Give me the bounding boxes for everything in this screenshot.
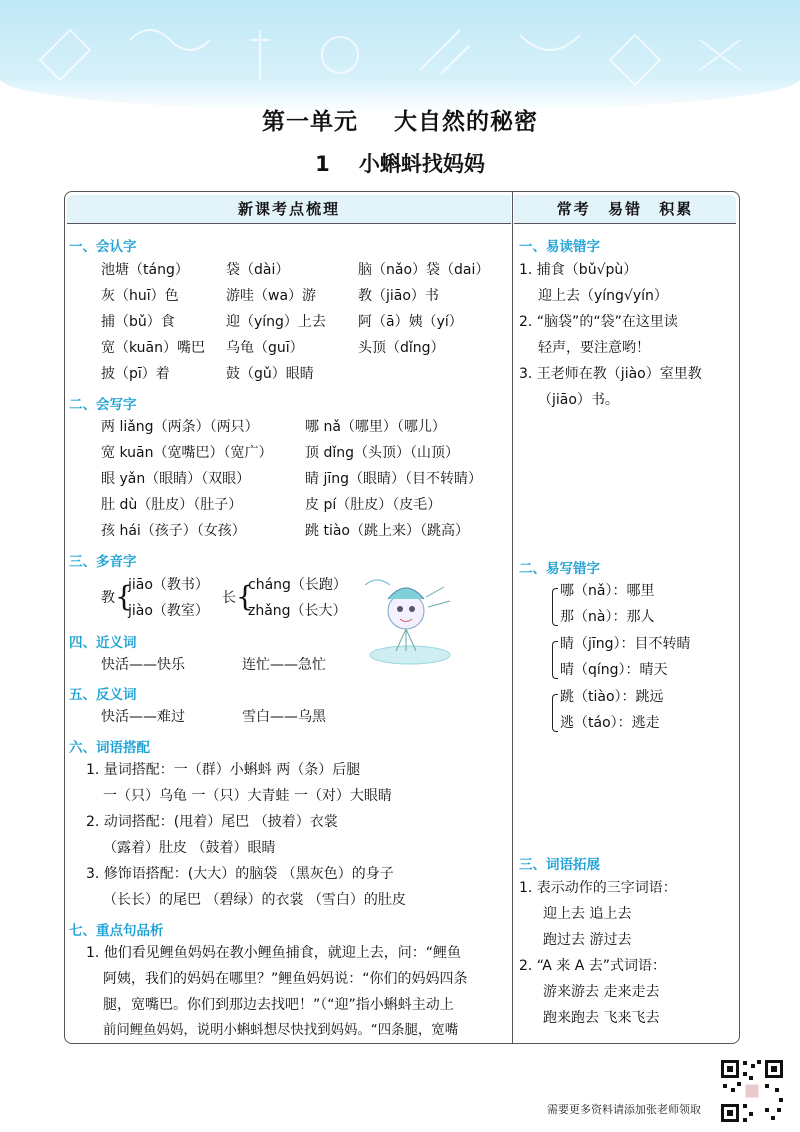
word-item: 游哇（wa）游 bbox=[226, 288, 317, 304]
expand-line: 迎上去 追上去 bbox=[543, 906, 632, 922]
qr-code[interactable] bbox=[719, 1058, 785, 1124]
phrase-line: 2. 动词搭配：(甩着）尾巴 （披着）衣裳 bbox=[86, 814, 338, 830]
expand-line: 2. “A 来 A 去”式词语： bbox=[519, 958, 667, 974]
word-item: 鼓（gǔ）眼睛 bbox=[226, 366, 314, 382]
expand-line: 跑过去 游过去 bbox=[543, 932, 632, 948]
write-item: 顶 dǐng（头顶）（山顶） bbox=[305, 445, 459, 461]
write-item: 跳 tiào（跳上来）（跳高） bbox=[305, 523, 469, 539]
note-line: 迎上去（yíng√yín） bbox=[538, 288, 668, 304]
polyphone-reading: zhǎng（长大） bbox=[248, 603, 347, 619]
word-item: 教（jiāo）书 bbox=[358, 288, 439, 304]
unit-title: 第一单元 大自然的秘密 bbox=[261, 109, 539, 135]
note-line: 轻声，要注意哟！ bbox=[538, 340, 650, 356]
polyphone-char: 教 bbox=[101, 590, 115, 606]
section-title: 三、多音字 bbox=[69, 554, 137, 570]
antonym-pair: 快活——难过 bbox=[101, 709, 185, 725]
banner-doodle bbox=[0, 0, 800, 112]
phrase-line: 一（只）乌龟 一（只）大青蛙 一（对）大眼睛 bbox=[103, 788, 392, 804]
section-title: 二、易写错字 bbox=[519, 561, 600, 577]
word-item: 捕（bǔ）食 bbox=[101, 314, 175, 330]
section-title: 一、会认字 bbox=[69, 239, 137, 255]
expand-line: 跑来跑去 飞来飞去 bbox=[543, 1010, 660, 1026]
char-pair-item: 睛（jīng）：目不转睛 bbox=[560, 636, 691, 652]
sentence-line: 1. 他们看见鲤鱼妈妈在教小鲤鱼捕食，就迎上去，问：“鲤鱼 bbox=[86, 945, 462, 961]
section-title: 二、会写字 bbox=[69, 397, 137, 413]
polyphone-reading: jiào（教室） bbox=[128, 603, 209, 619]
polyphone-reading: cháng（长跑） bbox=[248, 577, 347, 593]
top-banner bbox=[0, 0, 800, 112]
section-title: 六、词语搭配 bbox=[69, 740, 150, 756]
section-title: 七、重点句品析 bbox=[69, 923, 164, 939]
phrase-line: 3. 修饰语搭配：(大大）的脑袋 （黑灰色）的身子 bbox=[86, 866, 394, 882]
word-item: 宽（kuān）嘴巴 bbox=[101, 340, 206, 356]
brace bbox=[552, 588, 558, 626]
char-pair-item: 那（nà）：那人 bbox=[560, 609, 655, 625]
phrase-line: （长长）的尾巴 （碧绿）的衣裳 （雪白）的肚皮 bbox=[103, 892, 406, 908]
note-line: 3. 王老师在教（jiào）室里教 bbox=[519, 366, 702, 382]
char-pair-item: 跳（tiào）：跳远 bbox=[560, 689, 664, 705]
cartoon-mascot-illustration bbox=[360, 567, 460, 667]
synonym-pair: 快活——快乐 bbox=[101, 657, 185, 673]
polyphone-char: 长 bbox=[222, 590, 236, 606]
note-line: 2. “脑袋”的“袋”在这里读 bbox=[519, 314, 678, 330]
word-item: 阿（ā）姨（yí） bbox=[358, 314, 463, 330]
write-item: 皮 pí（肚皮）（皮毛） bbox=[305, 497, 442, 513]
note-line: 1. 捕食（bǔ√pù） bbox=[519, 262, 638, 278]
write-item: 睛 jīng（眼睛）（目不转睛） bbox=[305, 471, 482, 487]
sentence-line: 腿，宽嘴巴。你们到那边去找吧！”（“迎”指小蝌蚪主动上 bbox=[103, 997, 454, 1013]
write-item: 宽 kuān（宽嘴巴）（宽广） bbox=[101, 445, 273, 461]
right-column-heading: 常考 易错 积累 bbox=[514, 195, 736, 224]
column-divider bbox=[512, 192, 513, 1043]
section-title: 五、反义词 bbox=[69, 687, 137, 703]
expand-line: 1. 表示动作的三字词语： bbox=[519, 880, 677, 896]
polyphone-reading: jiāo（教书） bbox=[128, 577, 209, 593]
brace: { bbox=[115, 580, 133, 613]
phrase-line: （露着）肚皮 （鼓着）眼睛 bbox=[103, 840, 276, 856]
word-item: 池塘（táng） bbox=[101, 262, 189, 278]
char-pair-item: 哪（nǎ）：哪里 bbox=[560, 583, 655, 599]
word-item: 披（pī）着 bbox=[101, 366, 170, 382]
footer-note: 需要更多资料请添加张老师领取 bbox=[547, 1103, 701, 1116]
section-title: 三、词语拓展 bbox=[519, 857, 600, 873]
word-item: 袋（dài） bbox=[226, 262, 290, 278]
word-item: 乌龟（guī） bbox=[226, 340, 304, 356]
brace: { bbox=[236, 580, 254, 613]
left-column-heading: 新课考点梳理 bbox=[67, 195, 511, 224]
sentence-line: 前问鲤鱼妈妈，说明小蝌蚪想尽快找到妈妈。“四条腿，宽嘴 bbox=[103, 1023, 459, 1038]
expand-line: 游来游去 走来走去 bbox=[543, 984, 660, 1000]
synonym-pair: 连忙——急忙 bbox=[242, 657, 326, 673]
char-pair-item: 逃（táo）：逃走 bbox=[560, 715, 660, 731]
word-item: 灰（huī）色 bbox=[101, 288, 179, 304]
write-item: 肚 dù（肚皮）（肚子） bbox=[101, 497, 243, 513]
write-item: 两 liǎng（两条）（两只） bbox=[101, 419, 259, 435]
write-item: 眼 yǎn（眼睛）（双眼） bbox=[101, 471, 251, 487]
section-title: 一、易读错字 bbox=[519, 239, 600, 255]
word-item: 迎（yíng）上去 bbox=[226, 314, 326, 330]
phrase-line: 1. 量词搭配：一（群）小蝌蚪 两（条）后腿 bbox=[86, 762, 361, 778]
write-item: 孩 hái（孩子）（女孩） bbox=[101, 523, 246, 539]
sentence-line: 阿姨，我们的妈妈在哪里？”鲤鱼妈妈说：“你们的妈妈四条 bbox=[103, 971, 468, 987]
antonym-pair: 雪白——乌黑 bbox=[242, 709, 326, 725]
word-item: 脑（nǎo）袋（dai） bbox=[358, 262, 490, 278]
section-title: 四、近义词 bbox=[69, 635, 137, 651]
char-pair-item: 晴（qíng）：晴天 bbox=[560, 662, 668, 678]
note-line: （jiāo）书。 bbox=[538, 392, 619, 408]
brace bbox=[552, 641, 558, 679]
brace bbox=[552, 694, 558, 732]
lesson-title: 1 小蝌蚪找妈妈 bbox=[315, 152, 485, 176]
write-item: 哪 nǎ（哪里）（哪儿） bbox=[305, 419, 446, 435]
word-item: 头顶（dǐng） bbox=[358, 340, 445, 356]
